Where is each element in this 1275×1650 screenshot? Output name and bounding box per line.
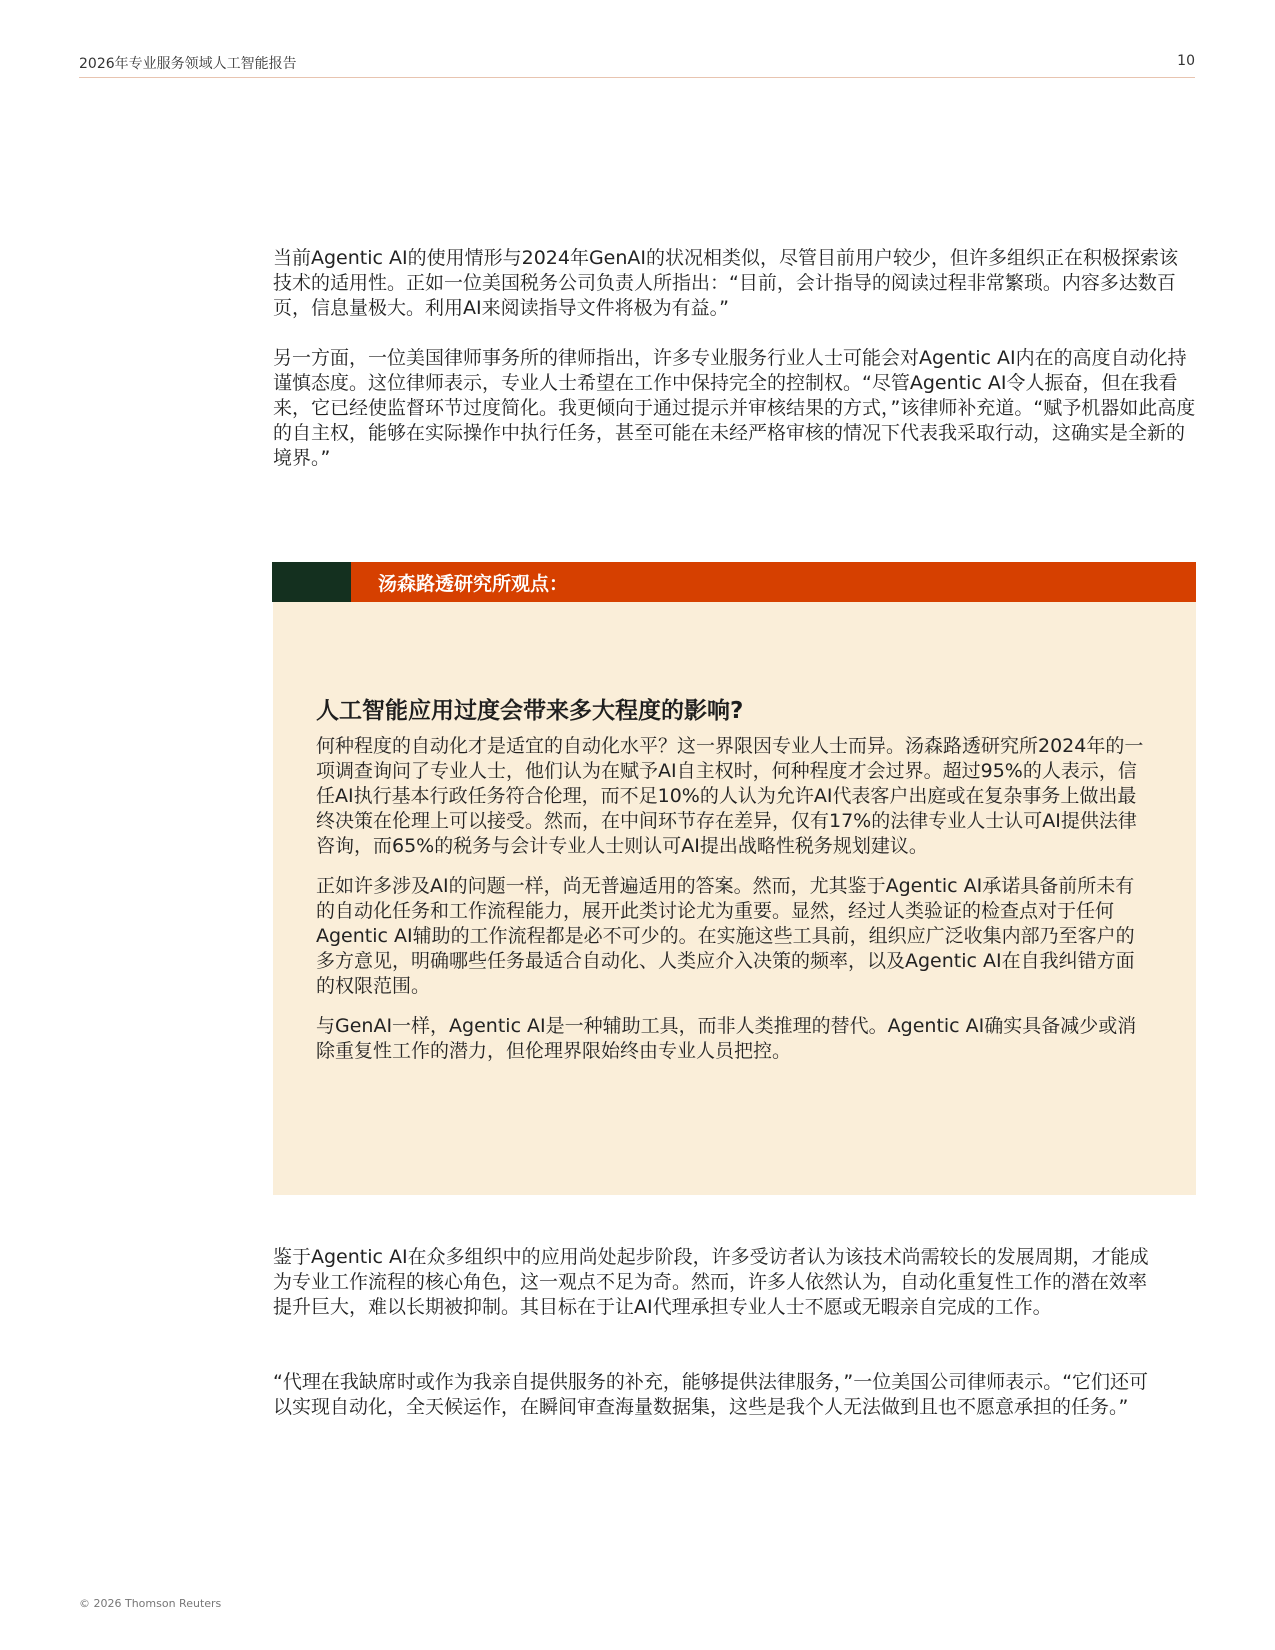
body-paragraph: 当前Agentic AI的使用情形与2024年GenAI的状况相类似，尽管目前用户较少，但许多组织正在积极探索该技术的适用性。正如一位美国税务公司负责人所指出：“目前，会计指导的阅读过程非常繁琐。内容多达数百页，信息量极大。利用AI来阅读指导文件将极为有益。” [273, 247, 1179, 319]
body-paragraph: 另一方面，一位美国律师事务所的律师指出，许多专业服务行业人士可能会对Agentic AI内在的高度自动化持谨慎态度。这位律师表示，专业人士希望在工作中保持完全的控制权。“尽管Agentic AI令人振奋，但在我看来，它已经使监督环节过度简化。我更倾向于通过提示并审核结果的方式，”该律师补充道。“赋予机器如此高度的自主权，能够在实际操作中执行任务，甚至可能在未经严格审核的情况下代表我采取行动，这确实是全新的境界。” [273, 347, 1196, 469]
header-divider [79, 77, 1195, 78]
callout-title: 人工智能应用过度会带来多大程度的影响? [316, 698, 744, 724]
callout-paragraph: 何种程度的自动化才是适宜的自动化水平？这一界限因专业人士而异。汤森路透研究所2024年的一项调查询问了专业人士，他们认为在赋予AI自主权时，何种程度才会过界。超过95%的人表示，信任AI执行基本行政任务符合伦理，而不足10%的人认为允许AI代表客户出庭或在复杂事务上做出最终决策在伦理上可以接受。然而，在中间环节存在差异，仅有17%的法律专业人士认可AI提供法律咨询，而65%的税务与会计专业人士则认可AI提出战略性税务规划建议。 [316, 735, 1144, 857]
callout-paragraph: 正如许多涉及AI的问题一样，尚无普遍适用的答案。然而，尤其鉴于Agentic AI承诺具备前所未有的自动化任务和工作流程能力，展开此类讨论尤为重要。显然，经过人类验证的检查点对于任何Agentic AI辅助的工作流程都是必不可少的。在实施这些工具前，组织应广泛收集内部乃至客户的多方意见，明确哪些任务最适合自动化、人类应介入决策的频率，以及Agentic AI在自我纠错方面的权限范围。 [316, 875, 1135, 997]
body-paragraph: “代理在我缺席时或作为我亲自提供服务的补充，能够提供法律服务，”一位美国公司律师表示。“它们还可以实现自动化，全天候运作，在瞬间审查海量数据集，这些是我个人无法做到且也不愿意承担的任务。” [273, 1371, 1149, 1418]
callout-label: 汤森路透研究所观点： [378, 573, 569, 595]
callout-paragraph: 与GenAI一样，Agentic AI是一种辅助工具，而非人类推理的替代。Agentic AI确实具备减少或消除重复性工作的潜力，但伦理界限始终由专业人员把控。 [316, 1015, 1137, 1062]
body-paragraph: 鉴于Agentic AI在众多组织中的应用尚处起步阶段，许多受访者认为该技术尚需较长的发展周期，才能成为专业工作流程的核心角色，这一观点不足为奇。然而，许多人依然认为，自动化重复性工作的潜在效率提升巨大，难以长期被抑制。其目标在于让AI代理承担专业人士不愿或无暇亲自完成的工作。 [273, 1246, 1149, 1318]
copyright-footer: © 2026 Thomson Reuters [79, 1597, 222, 1610]
callout-header-bar [272, 562, 1196, 602]
callout-box [273, 602, 1196, 1195]
callout-accent-block [272, 562, 351, 602]
page-number: 10 [1177, 53, 1195, 69]
report-title: 2026年专业服务领域人工智能报告 [79, 56, 297, 72]
